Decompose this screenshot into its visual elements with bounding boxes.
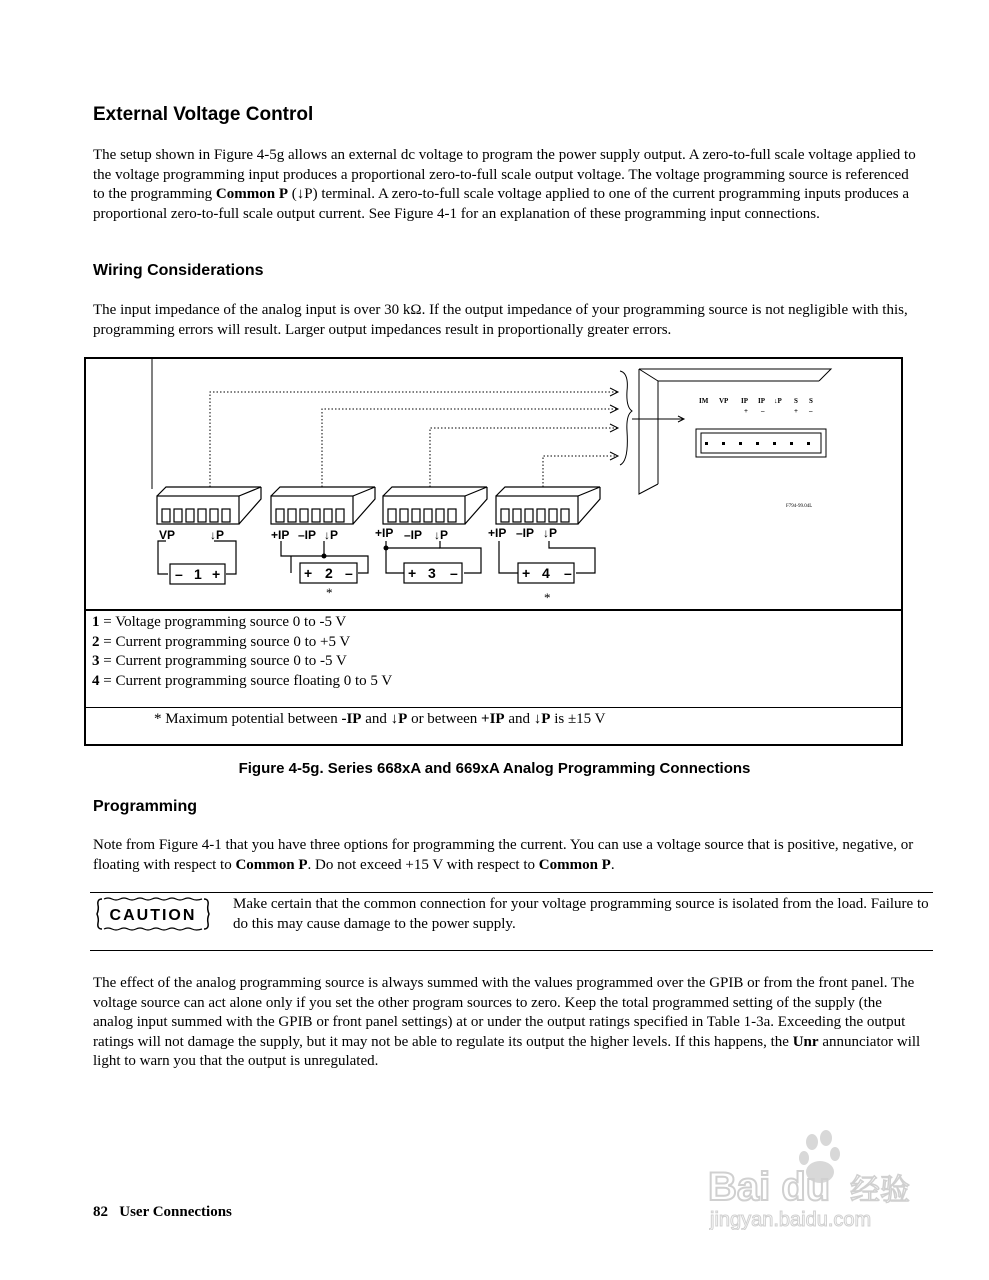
diagram-svg	[86, 359, 901, 609]
svg-text:+: +	[304, 565, 313, 581]
programming-heading: Programming	[93, 798, 198, 815]
wiring-heading: Wiring Considerations	[93, 262, 264, 279]
conn1-right-label: ↓P	[210, 528, 225, 542]
caution-frame-icon	[96, 897, 210, 931]
term-label-s2: S	[809, 397, 813, 405]
figure-box	[84, 357, 903, 746]
intro-bold: Common P	[215, 186, 288, 202]
conn3-right-label: ↓P	[434, 528, 449, 542]
conn1-left-label: VP	[159, 528, 176, 542]
caution-bottom-rule	[90, 950, 933, 951]
watermark-brand: Bai du	[708, 1165, 831, 1209]
legend-item: 4 = Current programming source floating 0 to 5 V	[92, 672, 393, 689]
term-label-ip1: IP	[741, 397, 748, 405]
source-1-number: 1	[194, 566, 202, 582]
baidu-paw-logo-icon	[700, 1130, 940, 1230]
page-number: 82	[93, 1204, 108, 1220]
term-sign-1: +	[744, 407, 748, 415]
source-3-number: 3	[428, 565, 436, 581]
watermark-cn: 经验	[850, 1173, 910, 1208]
figure-footnote: * Maximum potential between -IP and ↓P or between +IP and ↓P is ±15 V	[154, 711, 606, 727]
intro-text-b: (↓P) terminal. A zero-to-full scale voltage applied to one of the current programming inputs produces a proportional zero-to-full scale output current. See Figure 4-1 for an explanation of these programming input connections.	[93, 186, 910, 222]
svg-text:–: –	[345, 565, 353, 581]
caution-text: Make certain that the common connection for your voltage programming source is isolated from the load. Failure to do this may cause damage to the power supply.	[233, 896, 929, 932]
caution-top-rule	[90, 892, 933, 893]
conn4-mid-label: –IP	[516, 526, 535, 540]
source-2-number: 2	[325, 565, 333, 581]
svg-text:–: –	[564, 565, 572, 581]
wiring-paragraph: The input impedance of the analog input is over 30 kΩ. If the output impedance of your programming source is not negligible with this, programming errors will result. Larger output impedances result in proportionally greater errors.	[93, 302, 908, 338]
wiring-diagram	[86, 359, 901, 611]
programming-paragraph: Note from Figure 4-1 that you have three options for programming the current. You can use a voltage source that is positive, negative, or floating with respect to Common P. Do not exceed +15 V with respect to Common P.	[93, 837, 914, 873]
svg-text:+: +	[408, 565, 417, 581]
baidu-watermark	[700, 1130, 940, 1230]
svg-text:+: +	[522, 565, 531, 581]
caution-label-box	[96, 897, 210, 931]
figure-caption: Figure 4-5g. Series 668xA and 669xA Analog Programming Connections	[238, 760, 751, 777]
term-sign-2: –	[761, 407, 765, 415]
intro-paragraph	[93, 146, 923, 224]
legend-divider	[86, 707, 901, 708]
term-sign-3: +	[794, 407, 798, 415]
summary-paragraph: The effect of the analog programming source is always summed with the values programmed over the GPIB or from the front panel. The voltage source can act alone only if you set the other program sources to zero. Keep the total programmed setting of the supply (the analog input summed with the GPIB or front panel settings) at or under the output ratings specified in Table 1-3a. Exceeding the output ratings will not damage the supply, but it may not be able to regulate its output the higher levels. If this happens, the Unr annunciator will light to warn you that the output is unregulated.	[93, 975, 921, 1069]
legend-item: 1 = Voltage programming source 0 to -5 V	[92, 614, 347, 630]
term-label-s1: S	[794, 397, 798, 405]
source-4-number: 4	[542, 565, 550, 581]
term-sign-4: –	[809, 407, 813, 415]
term-label-im: IM	[699, 397, 709, 405]
watermark-url: jingyan.baidu.com	[710, 1209, 872, 1230]
page-footer	[93, 1204, 232, 1221]
conn3-left-label: +IP	[375, 526, 394, 540]
conn2-right-label: ↓P	[324, 528, 339, 542]
conn2-left-label: +IP	[271, 528, 290, 542]
conn3-mid-label: –IP	[404, 528, 423, 542]
term-label-ip2: IP	[758, 397, 765, 405]
caution-label: CAUTION	[109, 907, 197, 924]
page-title: External Voltage Control	[93, 104, 314, 125]
svg-text:–: –	[450, 565, 458, 581]
legend-item: 2 = Current programming source 0 to +5 V	[92, 633, 351, 650]
svg-text:+: +	[212, 566, 221, 582]
intro-text-a: The setup shown in Figure 4-5g allows an external dc voltage to program the power supply output. A zero-to-full scale voltage applied to the voltage programming input produces a proportional zero-to-full scale output voltage. The voltage programming source is referenced to the programming	[93, 147, 916, 202]
figure-legend	[92, 613, 392, 691]
term-label-cp: ↓P	[774, 397, 782, 405]
star-4: *	[544, 590, 551, 605]
term-label-vp: VP	[719, 397, 729, 405]
conn4-left-label: +IP	[488, 526, 507, 540]
conn4-right-label: ↓P	[543, 526, 558, 540]
footer-section: User Connections	[119, 1204, 232, 1220]
legend-item: 3 = Current programming source 0 to -5 V	[92, 653, 347, 669]
figure-code: F794-99.04L	[786, 504, 813, 509]
star-2: *	[326, 585, 333, 600]
svg-text:–: –	[175, 566, 183, 582]
conn2-mid-label: –IP	[298, 528, 317, 542]
